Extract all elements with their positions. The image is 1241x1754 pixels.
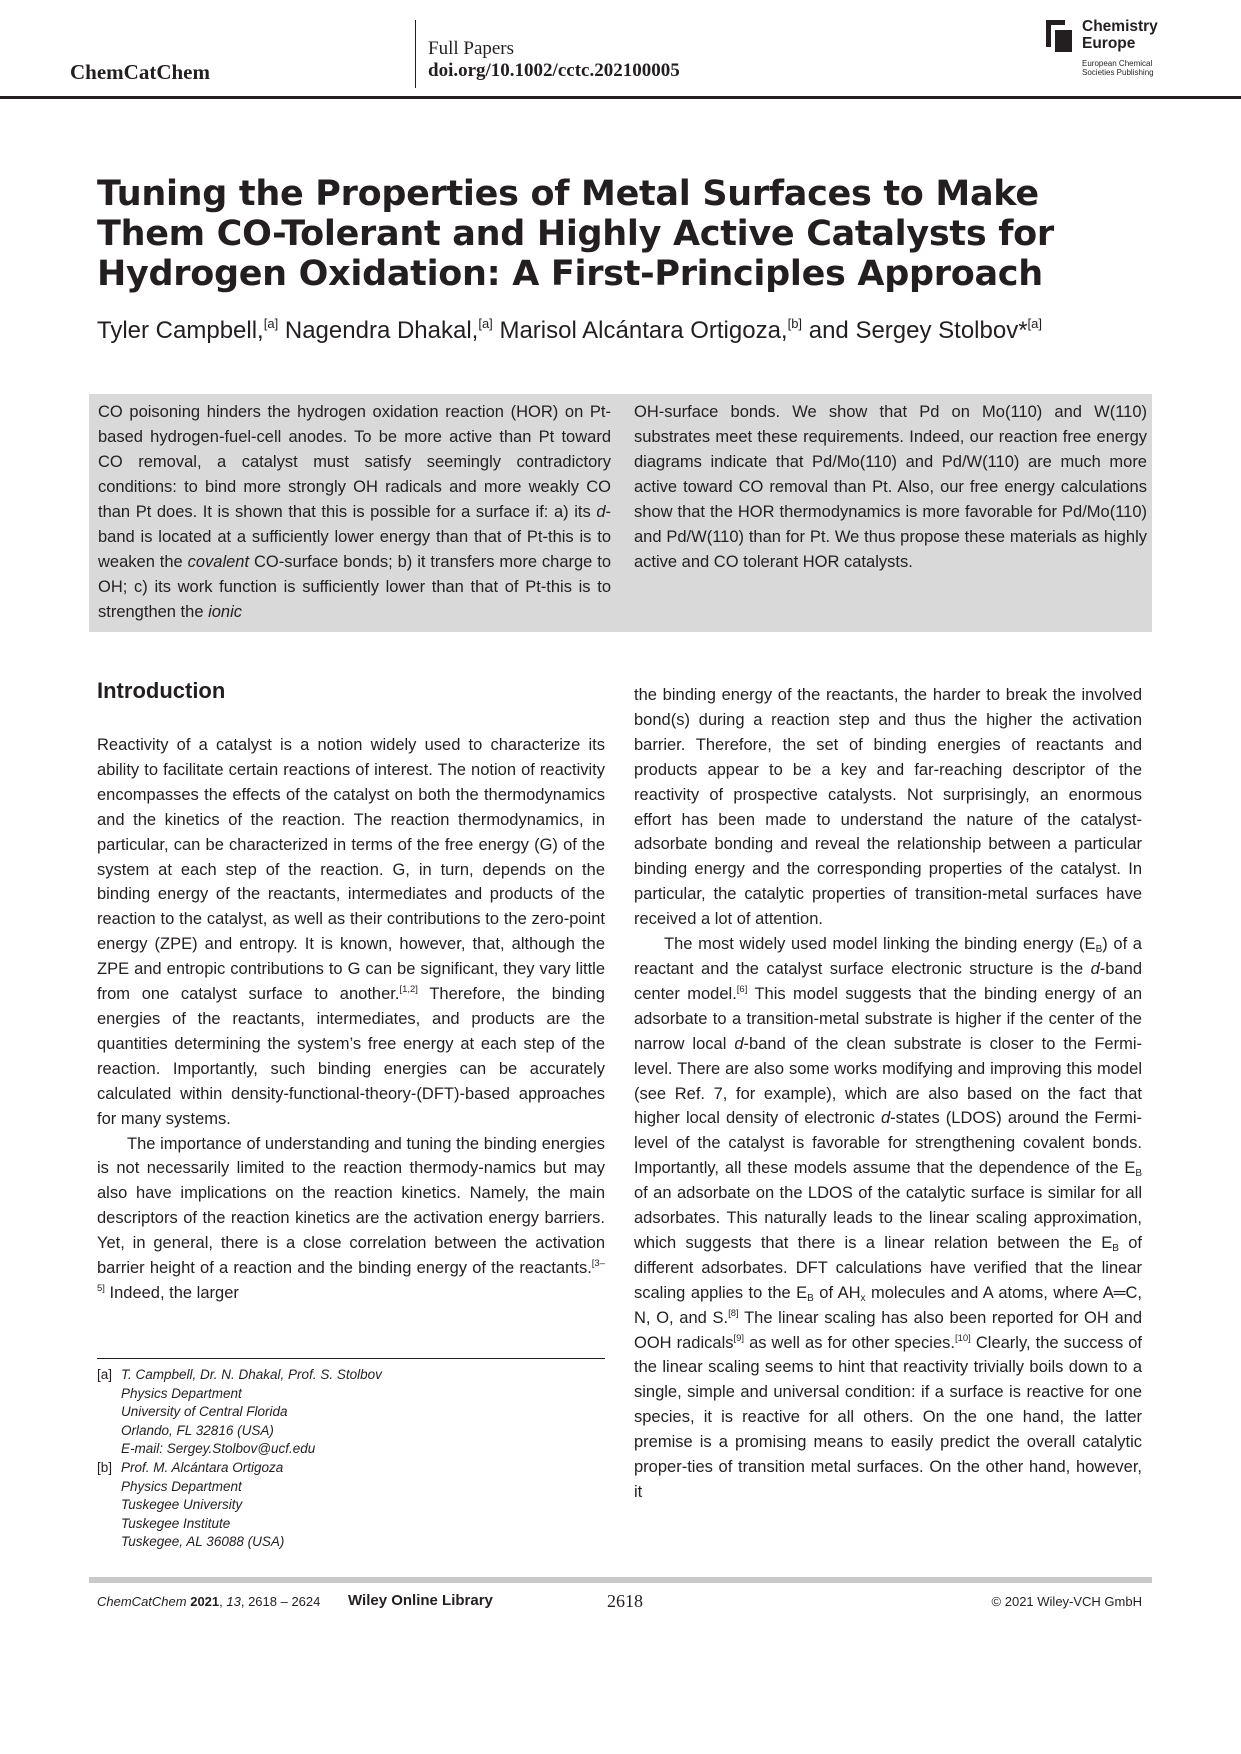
wiley-online-library-link[interactable]: Wiley Online Library [348,1592,493,1609]
chemistry-europe-logo-icon [1046,20,1076,54]
citation-link[interactable]: [6] [736,983,748,995]
affiliation-footnotes [97,1366,605,1552]
email-link[interactable]: E-mail: Sergey.Stolbov@ucf.edu [121,1441,316,1457]
article-type: Full Papers [428,38,515,59]
citation-link[interactable]: [9] [733,1332,745,1344]
paragraph: The most widely used model linking the binding energy $(E_B)$ of a reactant and the catalyst surface electronic structure is the d-band center model.[6] This model suggests that the binding energy of an adsorbate to a transition-metal substrate is higher if the center of the narrow local d-band of the clean substrate is closer to the Fermi-level. There are also some works modifying and improving this model (see Ref. 7, for example), which are also based on the fact that higher local density of electronic d-states (LDOS) around the Fermi-level of the catalyst is favorable for strengthening covalent bonds. Importantly, all these models assume that the dependence of the $E_B$ of an adsorbate on the LDOS of the catalytic surface is similar for all adsorbates. This naturally leads to the linear scaling approximation, which suggests that there is a linear relation between the $E_B$ of different adsorbates. DFT calculations have verified that the linear scaling applies to the $E_B$ of $AH_x$ molecules and A atoms, where A═C, N, O, and S.[8] The linear scaling has also been reported for OH and OOH radicals[9] as well as for other species.[10] Clearly, the success of the linear scaling seems to hint that reactivity trivially boils down to a single, simple and universal condition: if a surface is reactive for one species, it is reactive for all others. On the one hand, the latter premise is a promising means to easily predict the overall catalytic proper-ties of transition metal surfaces. On the other hand, however, it [634,935,1142,1501]
footer-bar [89,1577,1152,1583]
author-affiliation: [a] [478,316,493,331]
abstract-box [89,394,1152,632]
author-name: Nagendra Dhakal, [284,317,479,344]
author-name: and Sergey Stolbov* [808,317,1028,344]
logo-title: Chemistry Europe [1082,18,1158,52]
author-affiliation: [b] [787,316,803,331]
author-name: Marisol Alcántara Ortigoza, [499,317,788,344]
paragraph: The importance of understanding and tuning the binding energies is not necessarily limited to the reaction thermody-namics but may also have implications on the reaction kinetics. Namely, the main descriptors of the reaction kinetics are the activation energy barriers. Yet, in general, there is a close correlation between the activation barrier height of a reaction and the binding energy of the reactants.[3–5] Indeed, the larger [97,1134,605,1302]
citation-link[interactable]: [3–5] [97,1258,605,1294]
citation-link[interactable]: [1,2] [399,984,418,996]
abstract-right-column: OH-surface bonds. We show that Pd on Mo(110) and W(110) substrates meet these requirements. Indeed, our reaction free energy diagrams indicate that Pd/Mo(110) and Pd/W(110) are much more active toward CO removal than Pt. Also, our free energy calculations show that the HOR thermodynamics is more favorable for Pd/Mo(110) and Pd/W(110) than for Pt. We thus propose these materials as highly active and CO tolerant HOR catalysts. [634,403,1147,571]
page-number: 2618 [607,1591,643,1611]
copyright: © 2021 Wiley-VCH GmbH [991,1594,1142,1609]
citation-info: ChemCatChem 2021, 13, 2618 – 2624 [97,1594,321,1609]
author-name: Tyler Campbell, [97,317,264,344]
paragraph: the binding energy of the reactants, the harder to break the involved bond(s) during a reaction step and thus the higher the activation barrier. Therefore, the set of binding energies of reactants and products appear to be a key and far-reaching descriptor of the reactivity of prospective catalysts. Not surprisingly, an enormous effort has been made to understand the nature of the catalyst-adsorbate bonding and reveal the relationship between a particular binding energy and the corresponding properties of the catalyst. In particular, the catalytic properties of transition-metal surfaces have received a lot of attention. [634,686,1142,929]
doi-link[interactable]: doi.org/10.1002/cctc.202100005 [428,60,680,81]
section-heading: Introduction [97,678,226,703]
logo-subtitle: European Chemical Societies Publishing [1082,59,1154,77]
article-title: Tuning the Properties of Metal Surfaces to Make Them CO-Tolerant and Highly Active Catalysts for Hydrogen Oxidation: A First-Principles Approach [97,174,1054,294]
author-list [97,316,1042,345]
publisher-logo[interactable] [1046,18,1176,80]
header-divider [415,20,416,88]
affiliation-footnote: [a] T. Campbell, Dr. N. Dhakal, Prof. S. Stolbov Physics Department University of Central Florida Orlando, FL 32816 (USA) E-mail: Sergey.Stolbov@ucf.edu [97,1366,605,1459]
header-rule [0,96,1241,99]
footnote-tag: [a] [97,1367,113,1382]
footnote-rule [97,1358,605,1359]
citation-link[interactable]: [10] [954,1332,971,1344]
footnote-tag: [b] [97,1459,113,1475]
body-right-column [634,683,1142,1505]
affiliation-footnote: [b] Prof. M. Alcántara Ortigoza Physics Department Tuskegee University Tuskegee Institute Tuskegee, AL 36088 (USA) [97,1459,285,1550]
citation-link[interactable]: [8] [728,1307,739,1319]
body-left-column [97,733,605,1306]
author-affiliation: [a] [1027,316,1043,331]
paragraph: Reactivity of a catalyst is a notion widely used to characterize its ability to facilitate certain reactions of interest. The notion of reactivity encompasses the effects of the catalyst on both the thermodynamics and the kinetics of the reaction. The reaction thermodynamics, in particular, can be characterized in terms of the free energy (G) of the system at each step of the reaction. G, in turn, depends on the binding energy of the reactants, intermediates and products of the reaction to the catalyst, as well as their contributions to the zero-point energy (ZPE) and entropy. It is known, however, that, although the ZPE and entropic contributions to G can be significant, they vary little from one catalyst surface to another.[1,2] Therefore, the binding energies of the reactants, intermediates, and products are the quantities determining the system’s free energy at each step of the reaction. Importantly, such binding energies can be accurately calculated within density-functional-theory-(DFT)-based approaches for many systems. [97,736,605,1128]
author-affiliation: [a] [263,316,279,331]
journal-name: ChemCatChem [70,60,210,84]
abstract-left-column: CO poisoning hinders the hydrogen oxidation reaction (HOR) on Pt-based hydrogen-fuel-cell anodes. To be more active than Pt toward CO removal, a catalyst must satisfy seemingly contradictory conditions: to bind more strongly OH radicals and more weakly CO than Pt does. It is shown that this is possible for a surface if: a) its d-band is located at a sufficiently lower energy than that of Pt-this is to weaken the covalent CO-surface bonds; b) it transfers more charge to OH; c) its work function is sufficiently lower than that of Pt-this is to strengthen the ionic [98,403,611,621]
